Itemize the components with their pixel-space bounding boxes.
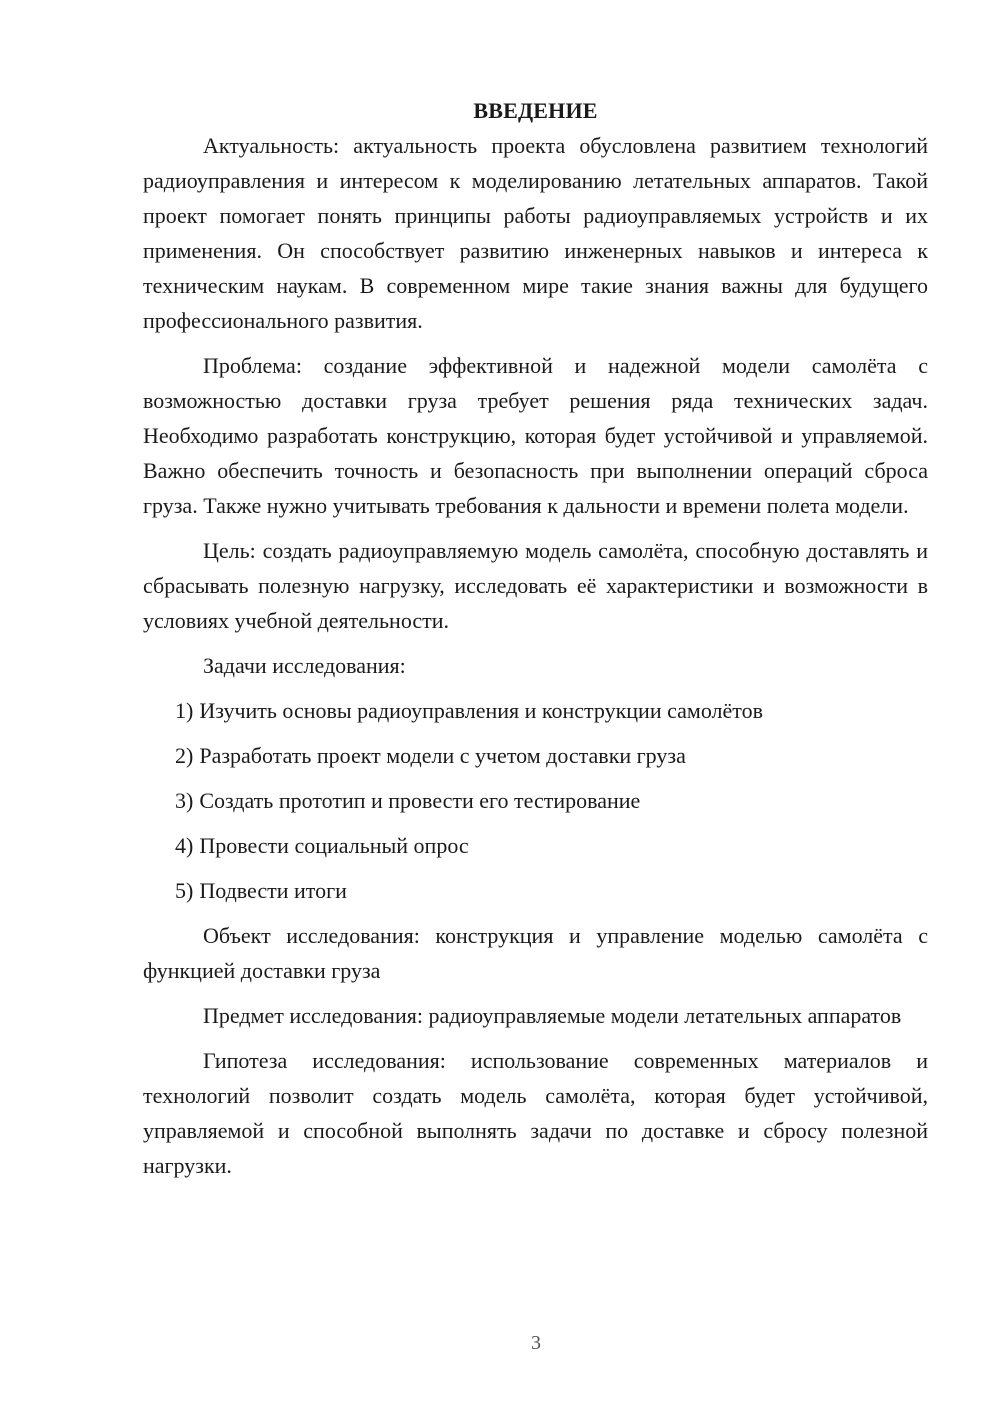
paragraph-problem: Проблема: создание эффективной и надежной модели самолёта с возможностью доставки груза требует решения ряда технических задач. Необходимо разработать конструкцию, которая будет устойчивой и управляемой. Важно обеспечить точность и безопасность при выполнении операций сброса груза. Также нужно учитывать требования к дальности и времени полета модели.	[143, 353, 928, 518]
list-item	[143, 873, 928, 908]
paragraph-object: Объект исследования: конструкция и управление моделью самолёта с функцией доставки груза	[143, 923, 928, 983]
list-item-number: 1)	[175, 698, 194, 723]
list-item	[143, 693, 928, 728]
page-number: 3	[531, 1332, 541, 1354]
tasks-title: Задачи исследования:	[203, 653, 406, 678]
list-item-number: 5)	[175, 878, 194, 903]
list-item-number: 4)	[175, 833, 194, 858]
list-item	[143, 738, 928, 773]
paragraph-subject: Предмет исследования: радиоуправляемые модели летательных аппаратов	[203, 1003, 902, 1028]
list-item-text: Разработать проект модели с учетом доставки груза	[199, 743, 686, 768]
paragraph-actuality: Актуальность: актуальность проекта обусловлена развитием технологий радиоуправления и интересом к моделированию летательных аппаратов. Такой проект помогает понять принципы работы радиоуправляемых устройств и их применения. Он способствует развитию инженерных навыков и интереса к техническим наукам. В современном мире такие знания важны для будущего профессионального развития.	[143, 133, 928, 333]
list-item-number: 3)	[175, 788, 194, 813]
paragraph-hypothesis: Гипотеза исследования: использование современных материалов и технологий позволит создать модель самолёта, которая будет устойчивой, управляемой и способной выполнять задачи по доставке и сбросу полезной нагрузки.	[143, 1048, 928, 1178]
section-heading: ВВЕДЕНИЕ	[473, 98, 598, 123]
list-item-text: Провести социальный опрос	[199, 833, 469, 858]
list-item-text: Подвести итоги	[199, 878, 347, 903]
document-page	[143, 94, 928, 1183]
list-item-text: Создать прототип и провести его тестирование	[199, 788, 641, 813]
tasks-list	[143, 693, 928, 908]
list-item-number: 2)	[175, 743, 194, 768]
list-item	[143, 783, 928, 818]
list-item	[143, 828, 928, 863]
list-item-text: Изучить основы радиоуправления и конструкции самолётов	[199, 698, 763, 723]
paragraph-goal: Цель: создать радиоуправляемую модель самолёта, способную доставлять и сбрасывать полезную нагрузку, исследовать её характеристики и возможности в условиях учебной деятельности.	[143, 538, 928, 633]
